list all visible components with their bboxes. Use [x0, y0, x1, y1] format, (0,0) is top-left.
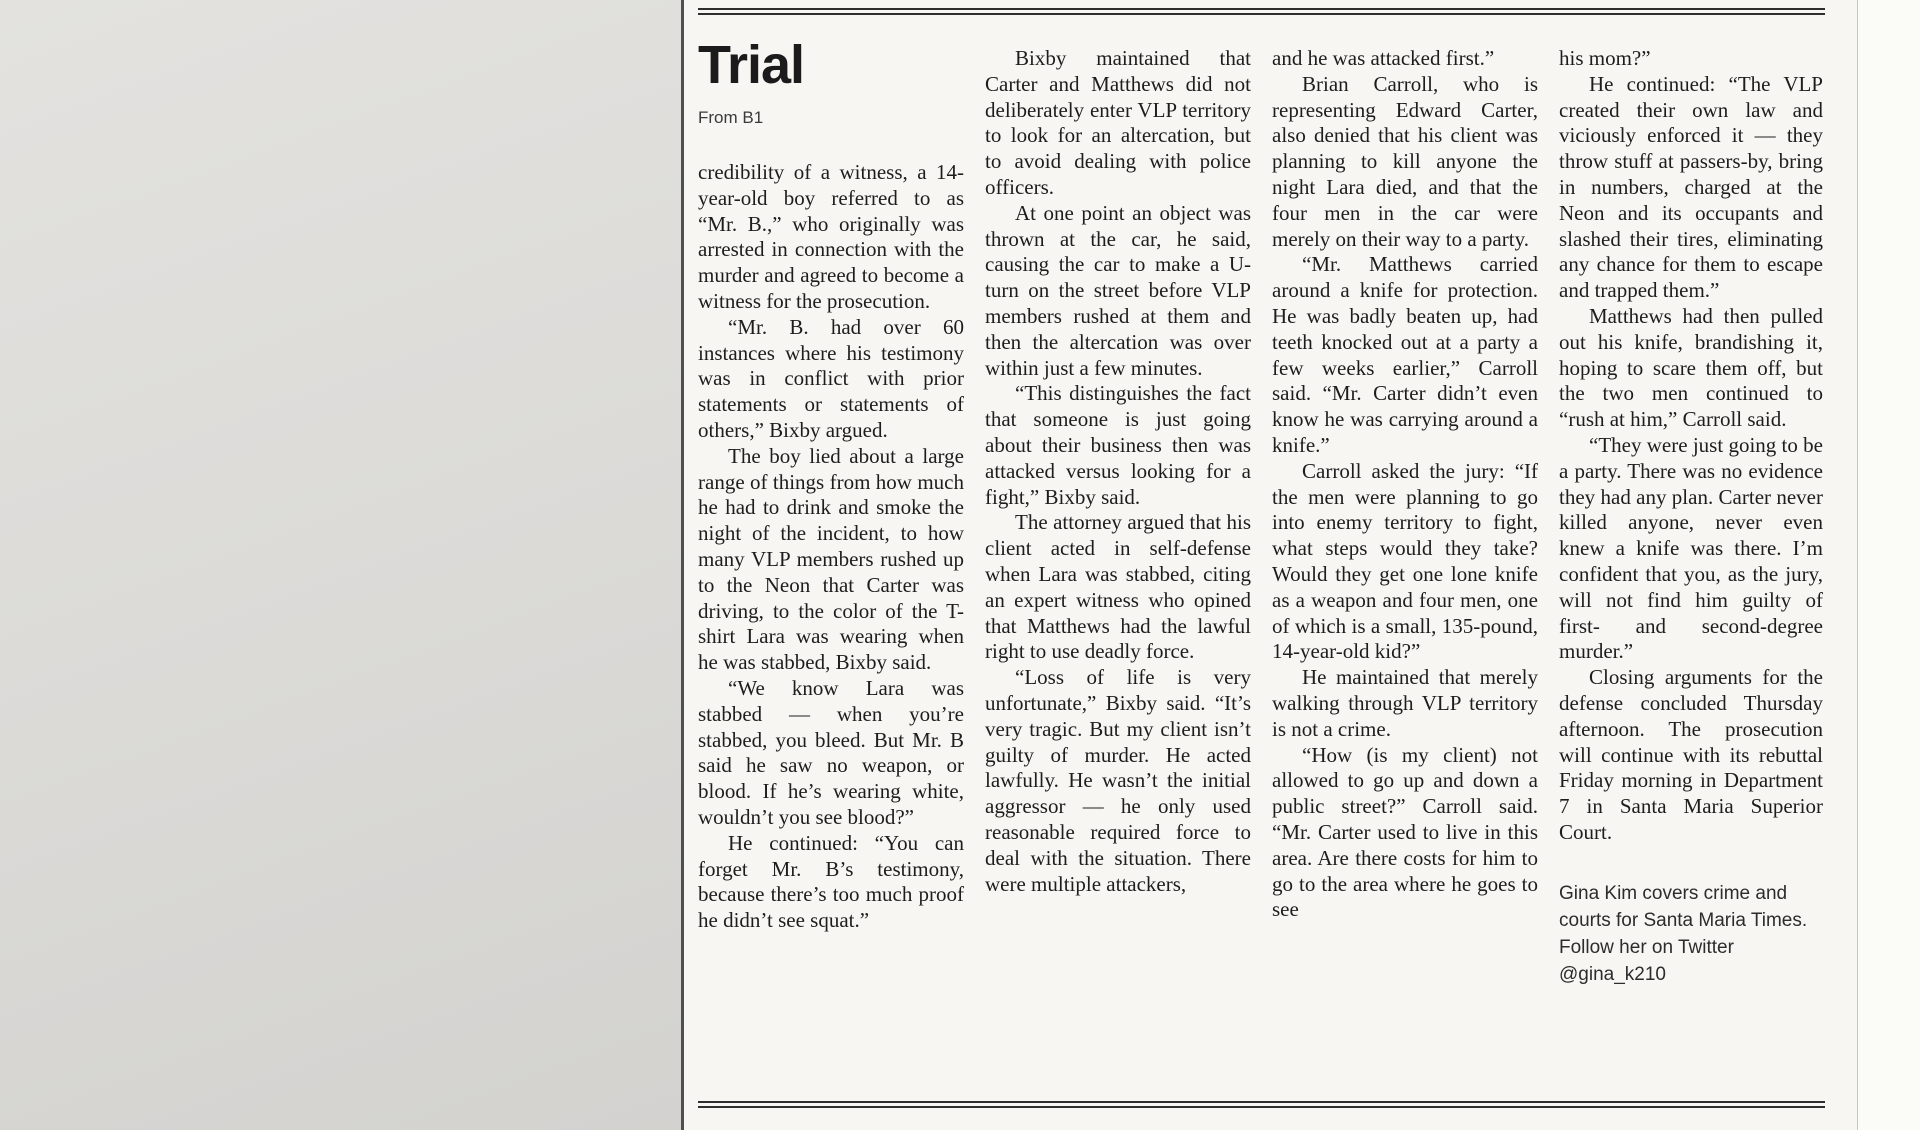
- article-column-1: [698, 160, 964, 1095]
- article-column-2: [985, 46, 1251, 1095]
- page-left-margin: [0, 0, 681, 1130]
- article-column-4: [1559, 46, 1823, 1095]
- page-right-margin: [1857, 0, 1920, 1130]
- article-title: Trial: [698, 35, 805, 95]
- article-paragraph: He maintained that merely walking through VLP territory is not a crime.: [1272, 665, 1538, 741]
- article-paragraph: “They were just going to be a party. There was no evidence they had any plan. Carter never killed anyone, never even knew a knife was there. I’m confident that you, as the jury, will not find him guilty of first- and second-degree murder.”: [1559, 432, 1823, 664]
- top-double-rule: [698, 8, 1825, 15]
- newspaper-page: [681, 0, 1857, 1130]
- article-paragraph: He continued: “The VLP created their own law and viciously enforced it — they throw stuff at passers-by, bring in numbers, charged at the Neon and its occupants and slashed their tires, eliminating any chance for them to escape and trapped them.”: [1559, 71, 1823, 303]
- article-paragraph: and he was attacked first.”: [1272, 46, 1495, 70]
- article-paragraph: He continued: “You can forget Mr. B’s testimony, because there’s too much proof he didn’t see squat.”: [698, 830, 964, 933]
- article-paragraph: “Mr. Matthews carried around a knife for protection. He was badly beaten up, had teeth knocked out at a party a few weeks earlier,” Carroll said. “Mr. Carter didn’t even know he was carrying around a knife.”: [1272, 252, 1538, 457]
- article-paragraph: “How (is my client) not allowed to go up and down a public street?” Carroll said. “Mr. Carter used to live in this area. Are there costs for him to go to the area where he goes to see: [1272, 742, 1538, 922]
- bottom-double-rule: [698, 1101, 1825, 1108]
- article-paragraph: Closing arguments for the defense concluded Thursday afternoon. The prosecution will continue with its rebuttal Friday morning in Department 7 in Santa Maria Superior Court.: [1559, 665, 1823, 844]
- article-paragraph: “Loss of life is very unfortunate,” Bixby said. “It’s very tragic. But my client isn’t guilty of murder. He acted lawfully. He wasn’t the initial aggressor — he only used reasonable required force to deal with the situation. There were multiple attackers,: [985, 665, 1251, 896]
- article-paragraph: his mom?”: [1559, 46, 1651, 70]
- article-paragraph: Carroll asked the jury: “If the men were planning to go into enemy territory to fight, what steps would they take? Would they get one lone knife as a weapon and four men, one of which is a small, 135-pound, 14-year-old kid?”: [1272, 458, 1538, 664]
- article-paragraph: “We know Lara was stabbed — when you’re stabbed, you bleed. But Mr. B said he saw no weapon, or blood. If he’s wearing white, wouldn’t you see blood?”: [698, 675, 964, 829]
- article-paragraph: Bixby maintained that Carter and Matthews did not deliberately enter VLP territory to look for an altercation, but to avoid dealing with police officers.: [985, 46, 1251, 199]
- article-paragraph: credibility of a witness, a 14-year-old boy referred to as “Mr. B.,” who originally was arrested in connection with the murder and agreed to become a witness for the prosecution.: [698, 160, 964, 313]
- article-paragraph: At one point an object was thrown at the car, he said, causing the car to make a U-turn on the street before VLP members rushed at them and then the altercation was over within just a few minutes.: [985, 200, 1251, 380]
- article-paragraph: Brian Carroll, who is representing Edward Carter, also denied that his client was planning to kill anyone the night Lara died, and that the four men in the car were merely on their way to a party.: [1272, 71, 1538, 251]
- article-paragraph: The attorney argued that his client acted in self-defense when Lara was stabbed, citing an expert witness who opined that Matthews had the lawful right to use deadly force.: [985, 510, 1251, 664]
- article-paragraph: The boy lied about a large range of things from how much he had to drink and smoke the night of the incident, to how many VLP members rushed up to the Neon that Carter was driving, to the color of the T-shirt Lara was wearing when he was stabbed, Bixby said.: [698, 443, 964, 675]
- reporter-byline: Gina Kim covers crime and courts for Santa Maria Times. Follow her on Twitter @gina_k210: [1559, 882, 1808, 985]
- continuation-note: From B1: [698, 108, 764, 127]
- article-paragraph: Matthews had then pulled out his knife, brandishing it, hoping to scare them off, but the two men continued to “rush at him,” Carroll said.: [1559, 303, 1823, 432]
- article-paragraph: “This distinguishes the fact that someone is just going about their business then was attacked versus looking for a fight,” Bixby said.: [985, 381, 1251, 509]
- article-column-3: [1272, 46, 1538, 1095]
- article-paragraph: “Mr. B. had over 60 instances where his testimony was in conflict with prior statements or statements of others,” Bixby argued.: [698, 314, 964, 442]
